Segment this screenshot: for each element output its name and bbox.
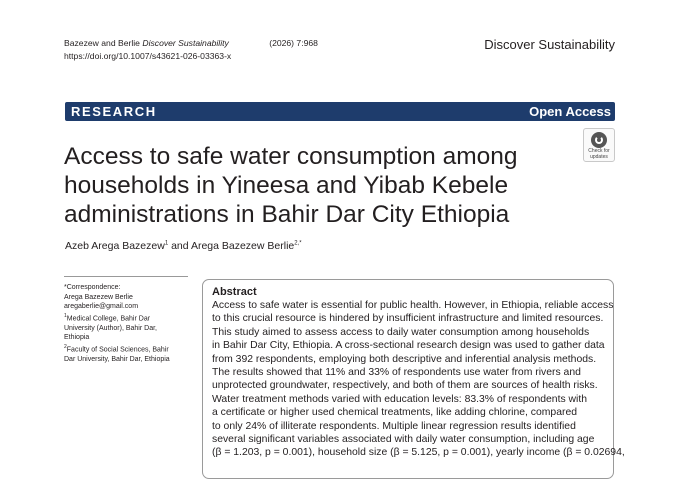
affiliation-mark: 1 [64,312,67,319]
author-affiliation-mark: 2,* [294,240,302,247]
correspondence-name: Arega Bazezew Berlie [64,293,133,301]
correspondence-block [64,276,188,364]
abstract-line: from 392 respondents, employing both descriptive and inferential analysis methods. [212,353,597,365]
header-authors: Bazezew and Berlie [64,38,140,48]
abstract-line: to only 24% of illiterate respondents. Multiple linear regression results identified [212,420,576,432]
running-header-citation [64,37,318,63]
title-line: households in Yineesa and Yibab Kebele [64,172,509,199]
article-title [64,142,574,229]
affiliation-text: Dar University, Bahir Dar, Ethiopia [64,355,170,363]
abstract-line: several significant variables associated with daily water consumption, including age [212,434,595,446]
abstract-heading: Abstract [212,286,257,298]
author-name: Azeb Arega Bazezew [65,240,165,252]
header-volume: (2026) 7:968 [269,38,318,48]
affiliation-text: Medical College, Bahir Dar [66,315,151,323]
abstract-line: (β = 1.203, p = 0.001), household size (β = 5.125, p = 0.001), yearly income (β = 0.02694, [212,447,625,459]
check-for-updates-icon [591,132,607,148]
abstract-box [202,279,625,479]
check-for-updates-line1: Check for [588,148,610,154]
affiliation-mark: 2 [64,343,67,350]
abstract-line: in Bahir Dar City, Ethiopia. A cross-sectional research design was used to gather data [212,340,605,352]
journal-name: Discover Sustainability [484,37,615,52]
affiliation-text: Faculty of Social Sciences, Bahir [66,346,169,354]
title-line: administrations in Bahir Dar City Ethiopia [64,201,510,228]
affiliation-text: University (Author), Bahir Dar, [64,324,157,332]
affiliation-text: Ethiopia [64,334,90,342]
check-for-updates-line2: updates [590,153,608,160]
correspondence-label: *Correspondence: [64,284,121,291]
header-journal: Discover Sustainability [142,38,229,48]
abstract-line: unprotected groundwater, respectively, and both of them are sources of health risks. [212,380,598,392]
section-banner [65,102,615,121]
check-for-updates-button[interactable] [583,128,615,162]
abstract-line: This study aimed to assess access to daily water consumption among households [212,326,590,338]
abstract-line: Water treatment methods varied with education levels: 83.3% of respondents with [212,393,588,405]
correspondence-email[interactable]: aregaberlie@gmail.com [64,303,139,311]
abstract-line: to this crucial resource is hindered by insufficient infrastructure and limited resources. [212,313,604,325]
abstract-line: Access to safe water is essential for public health. However, in Ethiopia, reliable access [212,300,614,311]
author-connector: and [168,240,191,252]
author-name: Arega Bazezew Berlie [190,240,295,252]
open-access-label: Open Access [529,104,611,119]
abstract-line: The results showed that 11% and 33% of respondents use water from rivers and [212,367,581,379]
title-line: Access to safe water consumption among [64,143,518,170]
abstract-body [212,299,625,460]
author-affiliation-mark: 1 [164,240,169,247]
section-label: RESEARCH [71,104,157,119]
abstract-line: a certificate or higher used chemical treatments, like adding chlorine, compared [212,407,578,419]
doi-link[interactable]: https://doi.org/10.1007/s43621-026-03363-x [64,51,232,61]
author-list [65,240,302,252]
